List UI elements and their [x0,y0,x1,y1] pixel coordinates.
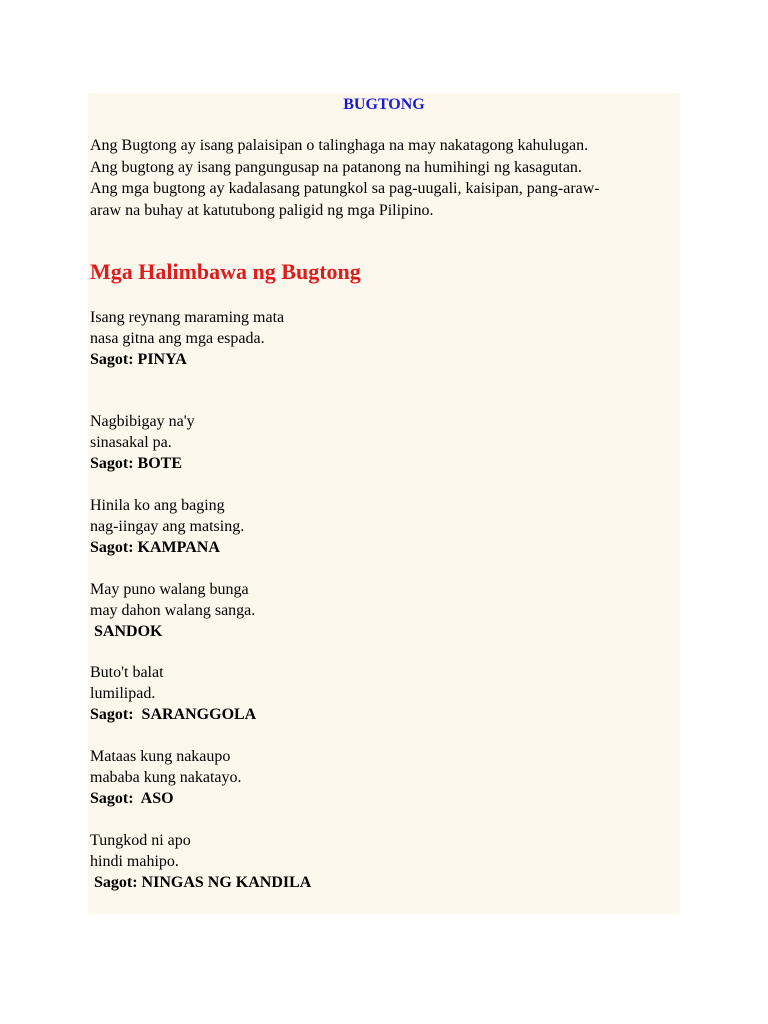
riddle-item [90,307,284,370]
riddle-line: hindi mahipo. [90,853,179,870]
intro-line: Ang Bugtong ay isang palaisipan o talinghaga na may nakatagong kahulugan. [90,137,589,154]
riddle-line: Isang reynang maraming mata [90,309,285,326]
riddle-item [90,579,255,642]
riddle-item [90,746,242,809]
document-page [88,93,680,914]
riddle-line: Buto't balat [90,664,164,681]
riddle-line: mababa kung nakatayo. [90,769,242,786]
riddle-line: sinasakal pa. [90,434,172,451]
document-title: BUGTONG [343,96,425,113]
riddle-answer: SANDOK [90,623,163,640]
riddle-answer: Sagot: ASO [90,790,174,807]
riddle-item [90,830,311,893]
riddle-line: May puno walang bunga [90,581,249,598]
intro-paragraph [90,135,680,221]
section-heading: Mga Halimbawa ng Bugtong [90,259,361,284]
riddle-line: lumilipad. [90,685,156,702]
riddle-item [90,495,244,558]
intro-line: Ang mga bugtong ay kadalasang patungkol sa pag-uugali, kaisipan, pang-araw- [90,180,600,197]
riddle-line: Mataas kung nakaupo [90,748,231,765]
riddle-answer: Sagot: SARANGGOLA [90,706,257,723]
riddle-item [90,662,256,725]
riddle-line: may dahon walang sanga. [90,602,256,619]
intro-line: Ang bugtong ay isang pangungusap na patanong na humihingi ng kasagutan. [90,158,582,176]
riddle-answer: Sagot: KAMPANA [90,539,220,556]
riddle-answer: Sagot: PINYA [90,351,187,368]
riddle-answer: Sagot: NINGAS NG KANDILA [90,874,312,891]
riddle-line: nag-iingay ang matsing. [90,518,245,535]
riddle-line: Hinila ko ang baging [90,497,225,514]
riddle-line: Nagbibigay na'y [90,413,195,430]
riddle-item [90,411,195,474]
riddle-answer: Sagot: BOTE [90,455,183,472]
intro-line: araw na buhay at katutubong paligid ng mga Pilipino. [90,201,434,219]
riddle-line: nasa gitna ang mga espada. [90,330,265,347]
riddle-line: Tungkod ni apo [90,832,191,849]
